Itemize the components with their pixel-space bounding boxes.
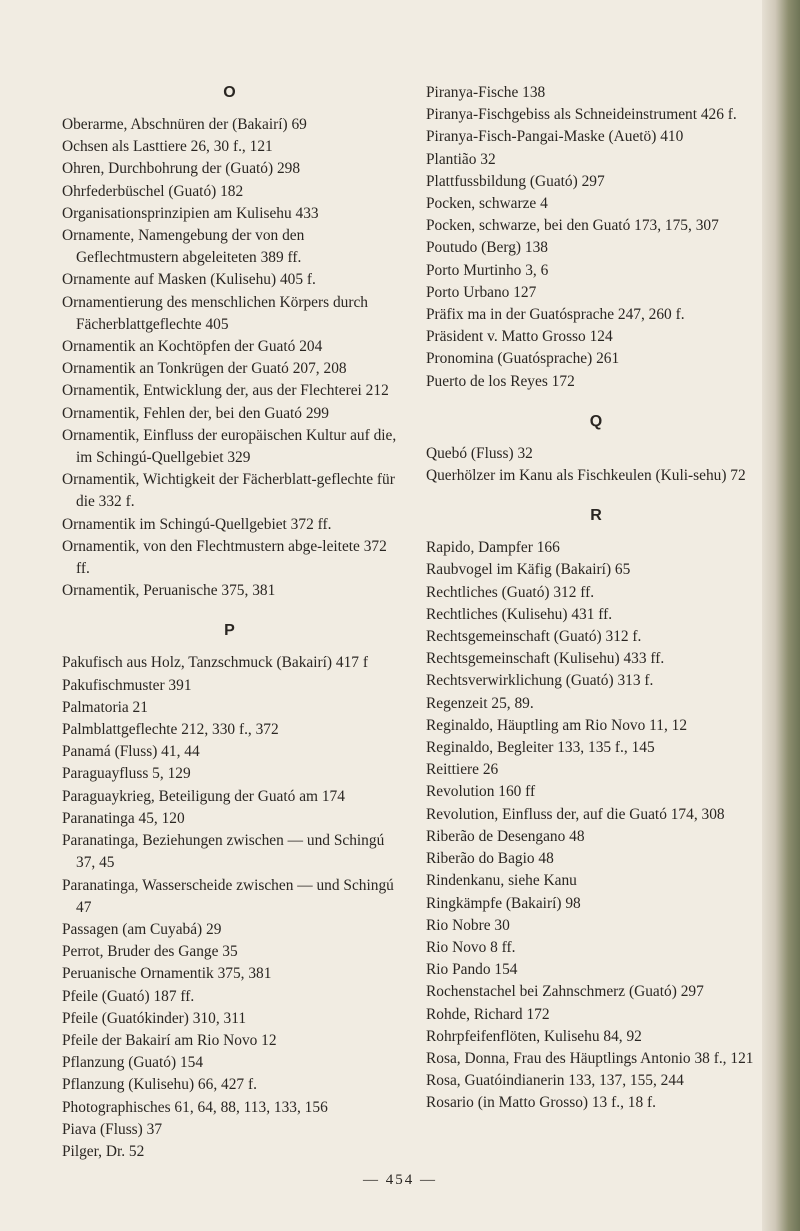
index-entry: Rosa, Guatóindianerin 133, 137, 155, 244 — [426, 1072, 684, 1090]
index-entry: Ornamentik, von den Flechtmustern abge-leitete 372 ff. — [62, 537, 387, 578]
index-entry: Ornamentik, Wichtigkeit der Fächerblatt-geflechte für die 332 f. — [62, 471, 395, 511]
index-entry: Paranatinga, Beziehungen zwischen — und Schingú 37, 45 — [62, 832, 385, 872]
section-letter: P — [224, 622, 235, 640]
index-entry: Ornamentik, Fehlen der, bei den Guató 299 — [62, 404, 329, 422]
index-entry: Pflanzung (Guató) 154 — [62, 1054, 204, 1072]
index-entry: Rapido, Dampfer 166 — [426, 539, 560, 557]
index-entry: Ohren, Durchbohrung der (Guató) 298 — [62, 160, 301, 178]
index-entry: Passagen (am Cuyabá) 29 — [62, 920, 222, 938]
index-entry: Piranya-Fische 138 — [426, 84, 546, 101]
index-entry: Rio Pando 154 — [426, 961, 518, 979]
index-entry: Pocken, schwarze, bei den Guató 173, 175, 307 — [426, 217, 719, 235]
index-entry: Panamá (Fluss) 41, 44 — [62, 743, 200, 761]
index-entry: Piranya-Fisch-Pangai-Maske (Auetö) 410 — [426, 128, 684, 146]
index-entry: Pocken, schwarze 4 — [426, 195, 548, 213]
index-entry: Poutudo (Berg) 138 — [426, 239, 548, 257]
index-entry: Ornamentierung des menschlichen Körpers durch Fächerblattgeflechte 405 — [62, 293, 369, 333]
index-entry: Pronomina (Guatósprache) 261 — [426, 350, 620, 368]
index-entry: Reginaldo, Häuptling am Rio Novo 11, 12 — [426, 716, 688, 734]
left-index-column — [62, 82, 397, 1163]
index-entry: Riberão do Bagio 48 — [426, 850, 554, 868]
index-entry: Ornamentik im Schingú-Quellgebiet 372 ff. — [62, 515, 332, 533]
index-entry: Plattfussbildung (Guató) 297 — [426, 172, 605, 190]
index-entry: Rosa, Donna, Frau des Häuptlings Antonio 38 f., 121 — [426, 1049, 754, 1067]
index-entry: Präfix ma in der Guatósprache 247, 260 f. — [426, 306, 685, 324]
index-entry: Oberarme, Abschnüren der (Bakairí) 69 — [62, 116, 307, 133]
index-entry: Ornamente, Namengebung der von den Geflechtmustern abgeleiteten 389 ff. — [62, 227, 305, 267]
index-entry: Pakufisch aus Holz, Tanzschmuck (Bakairí) 417 f — [62, 654, 368, 672]
index-entry: Reginaldo, Begleiter 133, 135 f., 145 — [426, 739, 655, 757]
index-entry: Piranya-Fischgebiss als Schneideinstrument 426 f. — [426, 106, 737, 124]
index-entry: Peruanische Ornamentik 375, 381 — [62, 965, 272, 983]
index-entry: Palmatoria 21 — [62, 698, 148, 716]
book-spine-edge — [762, 0, 800, 1231]
index-entry: Ornamentik, Einfluss der europäischen Kultur auf die, im Schingú-Quellgebiet 329 — [62, 426, 397, 467]
index-entry: Rohrpfeifenflöten, Kulisehu 84, 92 — [426, 1027, 642, 1045]
index-entry: Reittiere 26 — [426, 761, 499, 779]
section-letter: O — [223, 84, 236, 101]
index-entry: Ochsen als Lasttiere 26, 30 f., 121 — [62, 138, 273, 156]
page-number: — 454 — — [363, 1172, 437, 1188]
index-entry: Raubvogel im Käfig (Bakairí) 65 — [426, 561, 631, 579]
section-letter: Q — [589, 412, 603, 430]
index-entry: Rohde, Richard 172 — [426, 1005, 550, 1023]
index-entry: Rio Novo 8 ff. — [426, 938, 516, 956]
right-index-column — [426, 82, 766, 1115]
index-entry: Pflanzung (Kulisehu) 66, 427 f. — [62, 1076, 257, 1094]
index-entry: Pakufischmuster 391 — [62, 676, 192, 694]
index-entry: Ornamente auf Masken (Kulisehu) 405 f. — [62, 271, 316, 289]
index-entry: Paranatinga, Wasserscheide zwischen — und Schingú 47 — [62, 876, 394, 916]
index-entry: Rechtsverwirklichung (Guató) 313 f. — [426, 672, 654, 690]
index-entry: Rio Nobre 30 — [426, 916, 510, 934]
index-entry: Photographisches 61, 64, 88, 113, 133, 156 — [62, 1098, 328, 1116]
index-entry: Regenzeit 25, 89. — [426, 694, 534, 712]
index-entry: Pilger, Dr. 52 — [62, 1142, 145, 1160]
index-entry: Paranatinga 45, 120 — [62, 809, 185, 827]
index-entry: Piava (Fluss) 37 — [62, 1120, 163, 1138]
index-entry: Palmblattgeflechte 212, 330 f., 372 — [62, 721, 279, 739]
index-entry: Ornamentik an Kochtöpfen der Guató 204 — [62, 338, 323, 356]
section-letter: R — [590, 507, 602, 525]
index-entry: Rechtliches (Guató) 312 ff. — [426, 583, 595, 601]
index-entry: Ornamentik, Entwicklung der, aus der Flechterei 212 — [62, 382, 389, 400]
index-entry: Revolution 160 ff — [426, 783, 536, 801]
index-entry: Rindenkanu, siehe Kanu — [426, 872, 577, 890]
index-entry: Pfeile der Bakairí am Rio Novo 12 — [62, 1031, 277, 1049]
index-entry: Paraguaykrieg, Beteiligung der Guató am 174 — [62, 787, 345, 805]
index-entry: Quebó (Fluss) 32 — [426, 444, 533, 462]
index-entry: Revolution, Einfluss der, auf die Guató 174, 308 — [426, 805, 725, 823]
index-entry: Riberão de Desengano 48 — [426, 827, 585, 845]
index-entry: Paraguayfluss 5, 129 — [62, 765, 191, 783]
index-entry: Pfeile (Guató) 187 ff. — [62, 987, 195, 1005]
index-entry: Rechtsgemeinschaft (Kulisehu) 433 ff. — [426, 650, 665, 668]
index-entry: Ringkämpfe (Bakairí) 98 — [426, 894, 581, 912]
index-entry: Rechtliches (Kulisehu) 431 ff. — [426, 605, 613, 623]
index-entry: Rechtsgemeinschaft (Guató) 312 f. — [426, 628, 642, 646]
index-entry: Rochenstachel bei Zahnschmerz (Guató) 297 — [426, 983, 704, 1001]
index-entry: Pfeile (Guatókinder) 310, 311 — [62, 1009, 247, 1027]
index-entry: Porto Murtinho 3, 6 — [426, 261, 549, 279]
index-entry: Perrot, Bruder des Gange 35 — [62, 943, 238, 961]
index-entry: Plantião 32 — [426, 150, 496, 168]
index-entry: Rosario (in Matto Grosso) 13 f., 18 f. — [426, 1094, 656, 1112]
index-entry: Porto Urbano 127 — [426, 283, 537, 301]
index-entry: Querhölzer im Kanu als Fischkeulen (Kuli-sehu) 72 — [426, 467, 746, 485]
index-entry: Ohrfederbüschel (Guató) 182 — [62, 182, 244, 200]
index-entry: Organisationsprinzipien am Kulisehu 433 — [62, 204, 319, 222]
index-entry: Puerto de los Reyes 172 — [426, 372, 575, 390]
index-entry: Ornamentik an Tonkrügen der Guató 207, 208 — [62, 360, 347, 378]
index-entry: Präsident v. Matto Grosso 124 — [426, 328, 613, 346]
index-entry: Ornamentik, Peruanische 375, 381 — [62, 582, 276, 600]
